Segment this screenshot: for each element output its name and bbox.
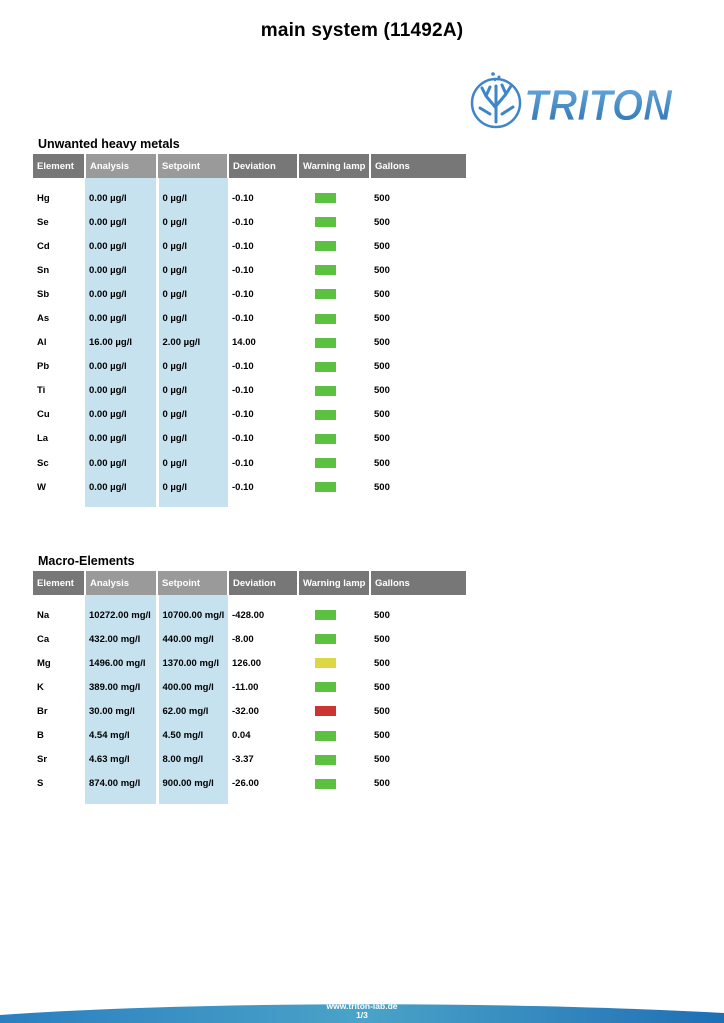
footer [0, 1002, 724, 1020]
warning-lamp-green-icon [315, 731, 336, 741]
col-warning-lamp: Warning lamp [298, 571, 370, 595]
col-gallons: Gallons [370, 154, 466, 178]
warning-lamp-green-icon [315, 410, 336, 420]
cell-setpoint: 0 µg/l [157, 475, 228, 499]
triton-logo [466, 70, 676, 132]
cell-gallons: 500 [374, 481, 390, 493]
cell-gallons: 500 [374, 385, 390, 397]
cell-gallons: 500 [374, 361, 390, 373]
cell-warning-lamp [298, 451, 370, 475]
cell-warning-lamp [298, 699, 370, 723]
cell-element: Al [37, 337, 47, 349]
cell-analysis: 0.00 µg/l [85, 379, 157, 403]
footer-page-number: 1/3 [356, 1010, 368, 1020]
cell-gallons: 500 [374, 288, 390, 300]
cell-element: K [37, 681, 44, 693]
coral-emblem-icon [472, 72, 520, 127]
cell-setpoint: 8.00 mg/l [157, 748, 228, 772]
cell-element: Cu [37, 409, 50, 421]
warning-lamp-green-icon [315, 386, 336, 396]
cell-warning-lamp [298, 186, 370, 210]
table-row [33, 186, 466, 210]
cell-gallons: 500 [374, 609, 390, 621]
cell-analysis: 4.63 mg/l [85, 748, 157, 772]
col-analysis: Analysis [85, 571, 157, 595]
cell-element: B [37, 730, 44, 742]
table-row [33, 475, 466, 499]
cell-analysis: 389.00 mg/l [85, 675, 157, 699]
warning-lamp-green-icon [315, 779, 336, 789]
cell-element: Sr [37, 754, 48, 766]
warning-lamp-green-icon [315, 634, 336, 644]
cell-analysis: 874.00 mg/l [85, 772, 157, 796]
cell-analysis: 0.00 µg/l [85, 355, 157, 379]
warning-lamp-green-icon [315, 241, 336, 251]
cell-analysis: 0.00 µg/l [85, 306, 157, 330]
cell-analysis: 0.00 µg/l [85, 427, 157, 451]
cell-gallons: 500 [374, 705, 390, 717]
cell-analysis: 10272.00 mg/l [85, 603, 157, 627]
cell-warning-lamp [298, 234, 370, 258]
table-row [33, 451, 466, 475]
cell-analysis: 0.00 µg/l [85, 475, 157, 499]
cell-analysis: 432.00 mg/l [85, 627, 157, 651]
cell-element: Ca [37, 633, 50, 645]
cell-analysis: 0.00 µg/l [85, 451, 157, 475]
cell-setpoint: 900.00 mg/l [157, 772, 228, 796]
cell-element: Ti [37, 385, 46, 397]
cell-setpoint: 0 µg/l [157, 234, 228, 258]
cell-deviation: -26.00 [232, 778, 259, 790]
cell-warning-lamp [298, 306, 370, 330]
cell-warning-lamp [298, 651, 370, 675]
table-row [33, 603, 466, 627]
cell-deviation: -0.10 [232, 216, 254, 228]
cell-analysis: 0.00 µg/l [85, 186, 157, 210]
cell-gallons: 500 [374, 240, 390, 252]
table-header-row [33, 571, 466, 595]
cell-setpoint: 62.00 mg/l [157, 699, 228, 723]
cell-element: Mg [37, 657, 51, 669]
cell-deviation: -0.10 [232, 240, 254, 252]
macro-elements-title: Macro-Elements [38, 554, 135, 568]
cell-warning-lamp [298, 675, 370, 699]
cell-deviation: -0.10 [232, 385, 254, 397]
cell-analysis: 0.00 µg/l [85, 403, 157, 427]
warning-lamp-green-icon [315, 217, 336, 227]
warning-lamp-green-icon [315, 265, 336, 275]
cell-setpoint: 1370.00 mg/l [157, 651, 228, 675]
warning-lamp-green-icon [315, 482, 336, 492]
cell-setpoint: 0 µg/l [157, 210, 228, 234]
warning-lamp-green-icon [315, 193, 336, 203]
warning-lamp-red-icon [315, 706, 336, 716]
cell-warning-lamp [298, 210, 370, 234]
cell-element: Hg [37, 192, 50, 204]
cell-setpoint: 0 µg/l [157, 282, 228, 306]
cell-warning-lamp [298, 723, 370, 747]
cell-deviation: 14.00 [232, 337, 256, 349]
cell-setpoint: 0 µg/l [157, 258, 228, 282]
cell-analysis: 16.00 µg/l [85, 331, 157, 355]
table-row [33, 675, 466, 699]
cell-element: La [37, 433, 49, 445]
cell-gallons: 500 [374, 192, 390, 204]
cell-warning-lamp [298, 282, 370, 306]
cell-gallons: 500 [374, 313, 390, 325]
cell-deviation: -428.00 [232, 609, 265, 621]
cell-setpoint: 0 µg/l [157, 451, 228, 475]
page-title: main system (11492A) [260, 20, 464, 41]
cell-warning-lamp [298, 258, 370, 282]
cell-analysis: 1496.00 mg/l [85, 651, 157, 675]
cell-deviation: -0.10 [232, 264, 254, 276]
warning-lamp-yellow-icon [315, 658, 336, 668]
table-row [33, 306, 466, 330]
cell-warning-lamp [298, 772, 370, 796]
cell-gallons: 500 [374, 409, 390, 421]
cell-analysis: 0.00 µg/l [85, 258, 157, 282]
cell-element: Sc [37, 457, 49, 469]
col-element: Element [33, 571, 85, 595]
cell-element: As [37, 313, 50, 325]
cell-gallons: 500 [374, 778, 390, 790]
warning-lamp-green-icon [315, 362, 336, 372]
cell-gallons: 500 [374, 681, 390, 693]
table-row [33, 627, 466, 651]
cell-deviation: -0.10 [232, 409, 254, 421]
cell-analysis: 4.54 mg/l [85, 723, 157, 747]
warning-lamp-green-icon [315, 682, 336, 692]
cell-gallons: 500 [374, 730, 390, 742]
table-header-row [33, 154, 466, 178]
cell-deviation: -11.00 [232, 681, 259, 693]
cell-warning-lamp [298, 427, 370, 451]
cell-analysis: 0.00 µg/l [85, 210, 157, 234]
cell-setpoint: 0 µg/l [157, 306, 228, 330]
cell-setpoint: 0 µg/l [157, 379, 228, 403]
cell-deviation: -0.10 [232, 288, 254, 300]
cell-analysis: 0.00 µg/l [85, 282, 157, 306]
cell-element: Na [37, 609, 50, 621]
cell-setpoint: 440.00 mg/l [157, 627, 228, 651]
cell-deviation: 126.00 [232, 657, 262, 669]
cell-gallons: 500 [374, 337, 390, 349]
cell-gallons: 500 [374, 457, 390, 469]
cell-element: Se [37, 216, 49, 228]
cell-setpoint: 10700.00 mg/l [157, 603, 228, 627]
cell-setpoint: 0 µg/l [157, 355, 228, 379]
cell-warning-lamp [298, 331, 370, 355]
cell-element: Br [37, 705, 48, 717]
col-element: Element [33, 154, 85, 178]
warning-lamp-green-icon [315, 434, 336, 444]
cell-element: Pb [37, 361, 50, 373]
cell-setpoint: 2.00 µg/l [157, 331, 228, 355]
heavy-metals-title: Unwanted heavy metals [38, 137, 180, 151]
col-deviation: Deviation [228, 154, 298, 178]
warning-lamp-green-icon [315, 458, 336, 468]
cell-deviation: -3.37 [232, 754, 254, 766]
warning-lamp-green-icon [315, 289, 336, 299]
cell-warning-lamp [298, 603, 370, 627]
table-row [33, 427, 466, 451]
table-row [33, 651, 466, 675]
cell-deviation: -0.10 [232, 192, 254, 204]
cell-gallons: 500 [374, 216, 390, 228]
table-row [33, 379, 466, 403]
cell-analysis: 30.00 mg/l [85, 699, 157, 723]
table-row [33, 282, 466, 306]
cell-warning-lamp [298, 355, 370, 379]
cell-setpoint: 0 µg/l [157, 403, 228, 427]
cell-setpoint: 4.50 mg/l [157, 723, 228, 747]
table-row [33, 210, 466, 234]
cell-deviation: -0.10 [232, 313, 254, 325]
cell-deviation: -0.10 [232, 361, 254, 373]
cell-element: Cd [37, 240, 50, 252]
cell-setpoint: 0 µg/l [157, 427, 228, 451]
footer-url[interactable]: www.triton-lab.de [326, 1001, 398, 1011]
heavy-metals-table [33, 154, 466, 507]
cell-element: W [37, 481, 46, 493]
cell-gallons: 500 [374, 633, 390, 645]
warning-lamp-green-icon [315, 610, 336, 620]
cell-deviation: -32.00 [232, 705, 259, 717]
col-deviation: Deviation [228, 571, 298, 595]
cell-element: S [37, 778, 44, 790]
cell-element: Sn [37, 264, 50, 276]
cell-analysis: 0.00 µg/l [85, 234, 157, 258]
cell-deviation: -0.10 [232, 481, 254, 493]
table-row [33, 258, 466, 282]
cell-deviation: -0.10 [232, 457, 254, 469]
col-setpoint: Setpoint [157, 571, 228, 595]
cell-deviation: 0.04 [232, 730, 251, 742]
table-row [33, 748, 466, 772]
table-row [33, 403, 466, 427]
cell-deviation: -8.00 [232, 633, 254, 645]
cell-gallons: 500 [374, 264, 390, 276]
cell-gallons: 500 [374, 433, 390, 445]
cell-gallons: 500 [374, 657, 390, 669]
warning-lamp-green-icon [315, 338, 336, 348]
cell-deviation: -0.10 [232, 433, 254, 445]
warning-lamp-green-icon [315, 314, 336, 324]
cell-warning-lamp [298, 475, 370, 499]
cell-warning-lamp [298, 379, 370, 403]
col-warning-lamp: Warning lamp [298, 154, 370, 178]
table-row [33, 723, 466, 747]
cell-setpoint: 400.00 mg/l [157, 675, 228, 699]
cell-element: Sb [37, 288, 50, 300]
col-setpoint: Setpoint [157, 154, 228, 178]
macro-elements-table [33, 571, 466, 804]
table-row [33, 234, 466, 258]
table-row [33, 699, 466, 723]
col-analysis: Analysis [85, 154, 157, 178]
logo-text: TRITON [524, 81, 674, 130]
col-gallons: Gallons [370, 571, 466, 595]
cell-warning-lamp [298, 403, 370, 427]
cell-warning-lamp [298, 748, 370, 772]
warning-lamp-green-icon [315, 755, 336, 765]
table-row [33, 355, 466, 379]
cell-gallons: 500 [374, 754, 390, 766]
cell-warning-lamp [298, 627, 370, 651]
cell-setpoint: 0 µg/l [157, 186, 228, 210]
table-row [33, 772, 466, 796]
table-row [33, 331, 466, 355]
